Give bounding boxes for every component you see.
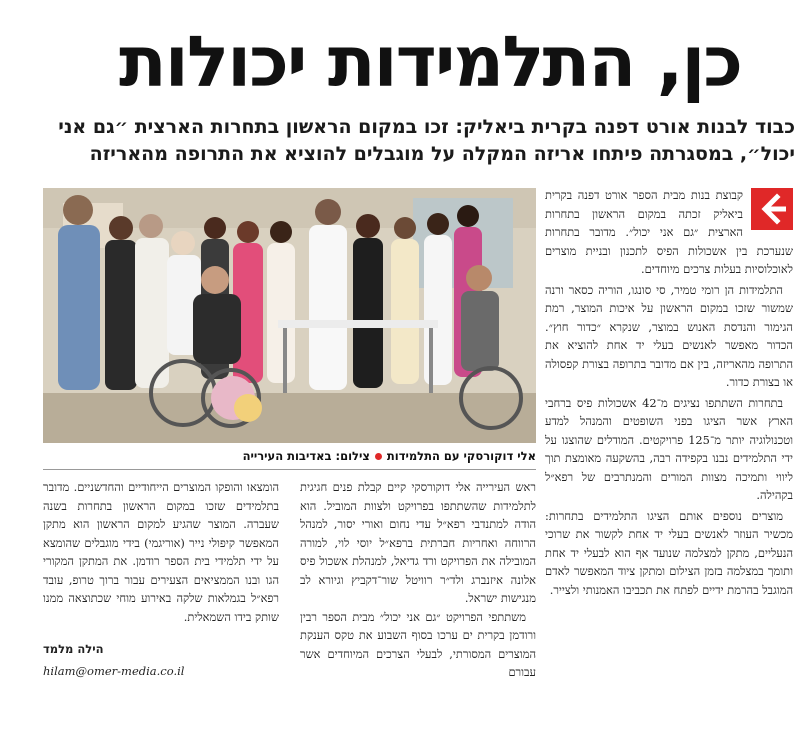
- photo-caption: [43, 447, 536, 465]
- paragraph: קבוצת בנות מבית הספר אורט דפנה בקרית ביאליק זכתה במקום הראשון בתחרות הארצית ״גם אני יכול״. מדובר בתחרות שנערכת בין אשכולות הפיס לתכנון ובניית מוצרים לאוכלוסיות בעלות צרכים מיוחדים.: [545, 188, 793, 276]
- paragraph: הומצאו והופקו המוצרים הייחודיים והחדשניים. מדובר בתלמידים שזכו במקום הראשון בתחרות בשנה שעברה. המוצר שהגיע למקום הראשון הוא מתקן המאפשר קיפולי נייר (אוריגמי) בידי מוגבלים שהומצא על ידי תלמידי בית הספר רודמן. את המתקן המקורי הגו ובנו הממציאים הצעירים עבור ברוך טרופ, עובד רפא״ל בגמלאות שלקה באירוע מוחי שכתוצאה ממנו שותק בידו השמאלית.: [43, 480, 279, 624]
- article-column-right: [545, 186, 793, 734]
- subheadline: כבוד לבנות אורט דפנה בקרית ביאליק: זכו במקום הראשון בתחרות הארצית ״גם אני יכול״, במסגרתה פיתחו אריזה המקלה על מוגבלים להוציא את התרופה מהאריזה: [58, 116, 795, 165]
- arrow-left-icon: [751, 188, 793, 230]
- group-photo-illustration: [43, 188, 536, 443]
- paragraph: ראש העירייה אלי דוקורסקי קיים קבלת פנים חגיגית לתלמידות שהשתתפו בפרויקט ולצוות המוביל. הוא הודה למתנדבי רפא״ל עדי נחום ואורי יסור, למנהל הרווחה ואחריות חברתית ברפא״ל יוסי לוי, למורה המובילה את הפרויקט ורד גדיאל, למנהלת אשכול פיס אלונה איזנברג ולד״ר רוויטל שור־דקביץ וגיורא לב מנגישות ישראל.: [300, 480, 536, 605]
- paragraph: בתחרות השתתפו נציגים מ־42 אשכולות פיס ברחבי הארץ אשר הציגו בפני השופטים והמנהל למדע וטכנולוגיה יותר מ־125 פרויקטים. המודלים שהוצגו על ידי התלמידים נבנו בקפידה רבה, בהשקעה מאומצת תוך ליווי ותמיכה מצוות המורים והמנתרבים של רפא״ל בקהילה.: [545, 395, 793, 502]
- article-column-left: [43, 478, 279, 738]
- paragraph: התלמידות הן רומי טמיר, סי סונגו, הוריה כסאר ורנה שמשור שזכו במקום הראשון על איכות המוצר, רמת הגימור והנדסת האנוש במוצר, שנקרא ״כדור חוץ״. הכדור מאפשר לאנשים בעלי יד אחת להוציא את התרופה מהאריזה, בין אם מדובר בתרופה בצורת קפסולה או בצורת כדור.: [545, 282, 793, 389]
- author-byline: הילה מלמד: [43, 642, 104, 656]
- article-photo: [43, 188, 536, 443]
- caption-main: אלי דוקורסקי עם התלמידות: [386, 449, 536, 463]
- paragraph: משתתפי הפרויקט ״גם אני יכול״ מבית הספר רבין ורודמן בקרית ים ערכו בסוף השבוע את טקס הענקת המוצרים המסורתי, לבעלי הצרכים המיוחדים אשר עבורם: [300, 609, 536, 679]
- bullet-dot-icon: [375, 453, 382, 460]
- headline: כן, התלמידות יכולות: [118, 21, 741, 103]
- paragraph: מוצרים נוספים אותם הציגו התלמידים בתחרות: מכשיר העוזר לאנשים בעלי יד אחת לקשור את שרוכי הנעליים, מתקן למצלמה שנועד אף הוא לבעלי יד אחת ותומך במצלמה בזמן הצילום ומתקן ציוד המאפשר לאדם המוגבל בהרמת ידיים לפתח את תכביבו האמנותי ולצייר.: [545, 508, 793, 597]
- caption-divider: [43, 469, 536, 470]
- article-column-middle: [300, 478, 536, 738]
- photo-credit: צילום: באדיבות העירייה: [242, 449, 370, 463]
- author-email: hilam@omer-media.co.il: [43, 663, 185, 678]
